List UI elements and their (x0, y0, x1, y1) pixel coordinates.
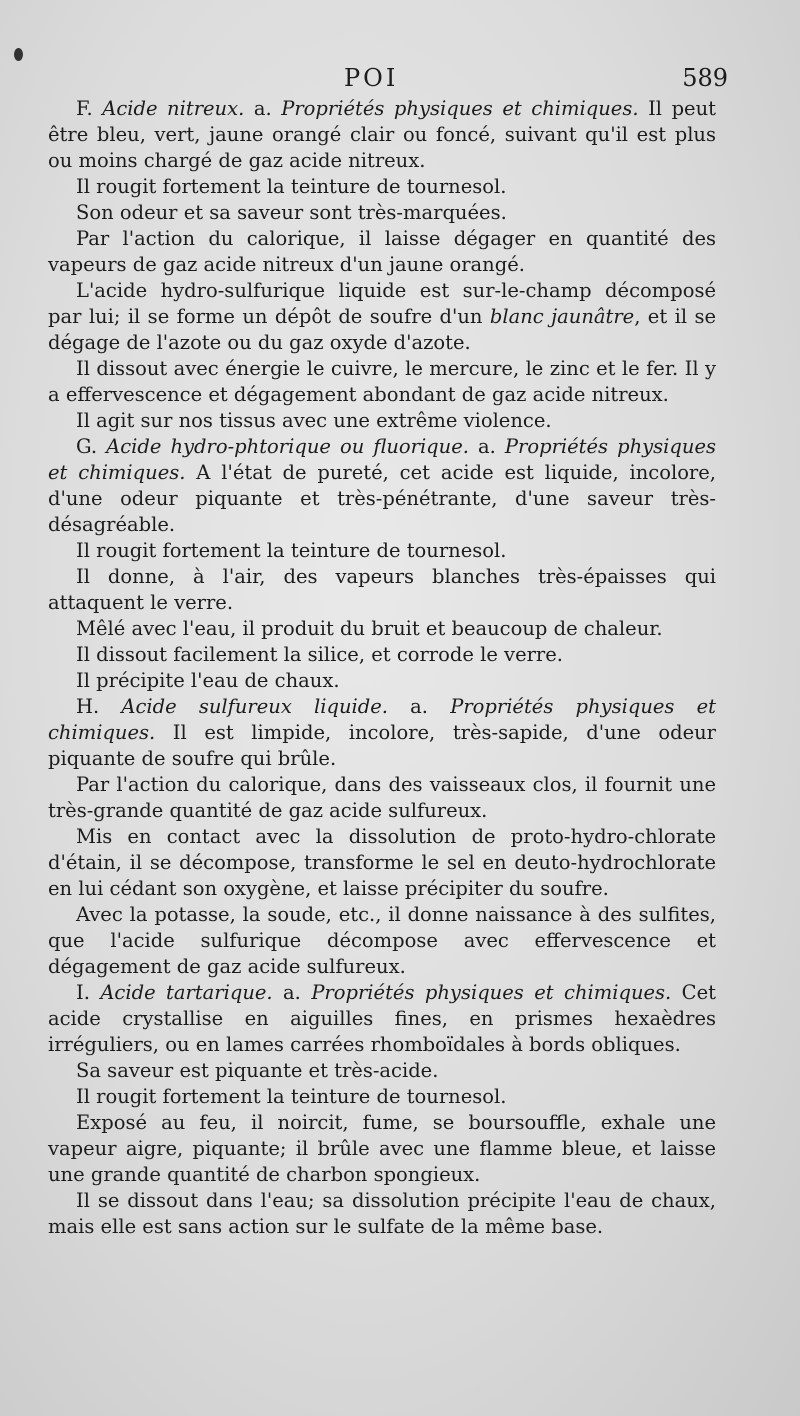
text-run: Avec la potasse, la soude, etc., il donne naissance à des sulfites, que l'acide sulfurique décompose avec effervescence et dégagement de gaz acide sulfureux. (48, 903, 716, 978)
italic-text: Propriétés physiques et chimiques. (48, 695, 716, 744)
text-run: Il dissout avec énergie le cuivre, le mercure, le zinc et le fer. Il y a effervescence et dégagement abondant de gaz acide nitreux. (48, 357, 716, 406)
text-run: a. (388, 695, 451, 718)
text-run: L'acide hydro-sulfurique liquide est sur-le-champ décomposé par lui; il se forme un dépôt de soufre d'un (48, 279, 716, 328)
text-run: , et il se dégage de l'azote ou du gaz oxyde d'azote. (48, 305, 716, 354)
paragraph (48, 356, 716, 408)
text-run: Cet acide crystallise en aiguilles fines, en prismes hexaèdres irréguliers, ou en lames carrées rhomboïdales à bords obliques. (48, 981, 716, 1056)
paragraph (48, 642, 716, 668)
body-text (48, 96, 716, 1240)
text-run: Il peut être bleu, vert, jaune orangé clair ou foncé, suivant qu'il est plus ou moins chargé de gaz acide nitreux. (48, 97, 716, 172)
italic-text: Acide hydro-phtorique ou fluorique. (106, 435, 469, 458)
paragraph (48, 408, 716, 434)
text-run: F. (76, 97, 103, 120)
paragraph (48, 668, 716, 694)
page-number: 589 (682, 64, 728, 92)
text-run: Il rougit fortement la teinture de tournesol. (76, 175, 507, 198)
paragraph (48, 980, 716, 1058)
text-run: G. (76, 435, 107, 458)
italic-text: Acide tartarique. (100, 981, 273, 1004)
paragraph (48, 434, 716, 538)
paragraph (48, 200, 716, 226)
text-run: Il est limpide, incolore, très-sapide, d'une odeur piquante de soufre qui brûle. (48, 721, 716, 770)
paragraph (48, 694, 716, 772)
text-run: Il agit sur nos tissus avec une extrême violence. (76, 409, 552, 432)
text-run: Il rougit fortement la teinture de tournesol. (76, 1085, 507, 1108)
text-run: Par l'action du calorique, il laisse dégager en quantité des vapeurs de gaz acide nitreux d'un jaune orangé. (48, 227, 716, 276)
italic-text: blanc jaunâtre (489, 305, 635, 328)
italic-text: Propriétés physiques et chimiques. (281, 97, 639, 120)
paragraph (48, 96, 716, 174)
italic-text: Acide sulfureux liquide. (121, 695, 388, 718)
paragraph (48, 538, 716, 564)
text-run: a. (272, 981, 312, 1004)
paragraph (48, 226, 716, 278)
page-header (0, 62, 800, 98)
paragraph (48, 564, 716, 616)
text-run: A l'état de pureté, cet acide est liquide, incolore, d'une odeur piquante et très-pénétrante, d'une saveur très-désagréable. (48, 461, 716, 536)
text-run: Il donne, à l'air, des vapeurs blanches très-épaisses qui attaquent le verre. (48, 565, 716, 614)
paragraph (48, 1188, 716, 1240)
binding-mark (14, 48, 23, 61)
text-run: Il précipite l'eau de chaux. (76, 669, 340, 692)
paragraph (48, 824, 716, 902)
text-run: Il se dissout dans l'eau; sa dissolution précipite l'eau de chaux, mais elle est sans action sur le sulfate de la même base. (48, 1189, 716, 1238)
italic-text: Propriétés physiques et chimiques. (48, 435, 716, 484)
text-run: Sa saveur est piquante et très-acide. (76, 1059, 439, 1082)
text-run: Son odeur et sa saveur sont très-marquées. (76, 201, 507, 224)
text-run: a. (468, 435, 505, 458)
text-run: Exposé au feu, il noircit, fume, se boursouffle, exhale une vapeur aigre, piquante; il brûle avec une flamme bleue, et laisse une grande quantité de charbon spongieux. (48, 1111, 716, 1186)
text-run: Mis en contact avec la dissolution de proto-hydro-chlorate d'étain, il se décompose, transforme le sel en deuto-hydrochlorate en lui cédant son oxygène, et laisse précipiter du soufre. (48, 825, 716, 900)
paragraph (48, 616, 716, 642)
paragraph (48, 174, 716, 200)
paragraph (48, 772, 716, 824)
running-head: POI (344, 64, 399, 92)
text-run: Par l'action du calorique, dans des vaisseaux clos, il fournit une très-grande quantité de gaz acide sulfureux. (48, 773, 716, 822)
italic-text: Propriétés physiques et chimiques. (311, 981, 672, 1004)
text-run: Il dissout facilement la silice, et corrode le verre. (76, 643, 563, 666)
paragraph (48, 1110, 716, 1188)
text-run: H. (76, 695, 122, 718)
paragraph (48, 1058, 716, 1084)
paragraph (48, 902, 716, 980)
paragraph (48, 1084, 716, 1110)
text-run: I. (76, 981, 101, 1004)
text-run: Il rougit fortement la teinture de tournesol. (76, 539, 507, 562)
text-run: Mêlé avec l'eau, il produit du bruit et beaucoup de chaleur. (76, 617, 663, 640)
italic-text: Acide nitreux. (102, 97, 245, 120)
text-run: a. (244, 97, 282, 120)
paragraph (48, 278, 716, 356)
